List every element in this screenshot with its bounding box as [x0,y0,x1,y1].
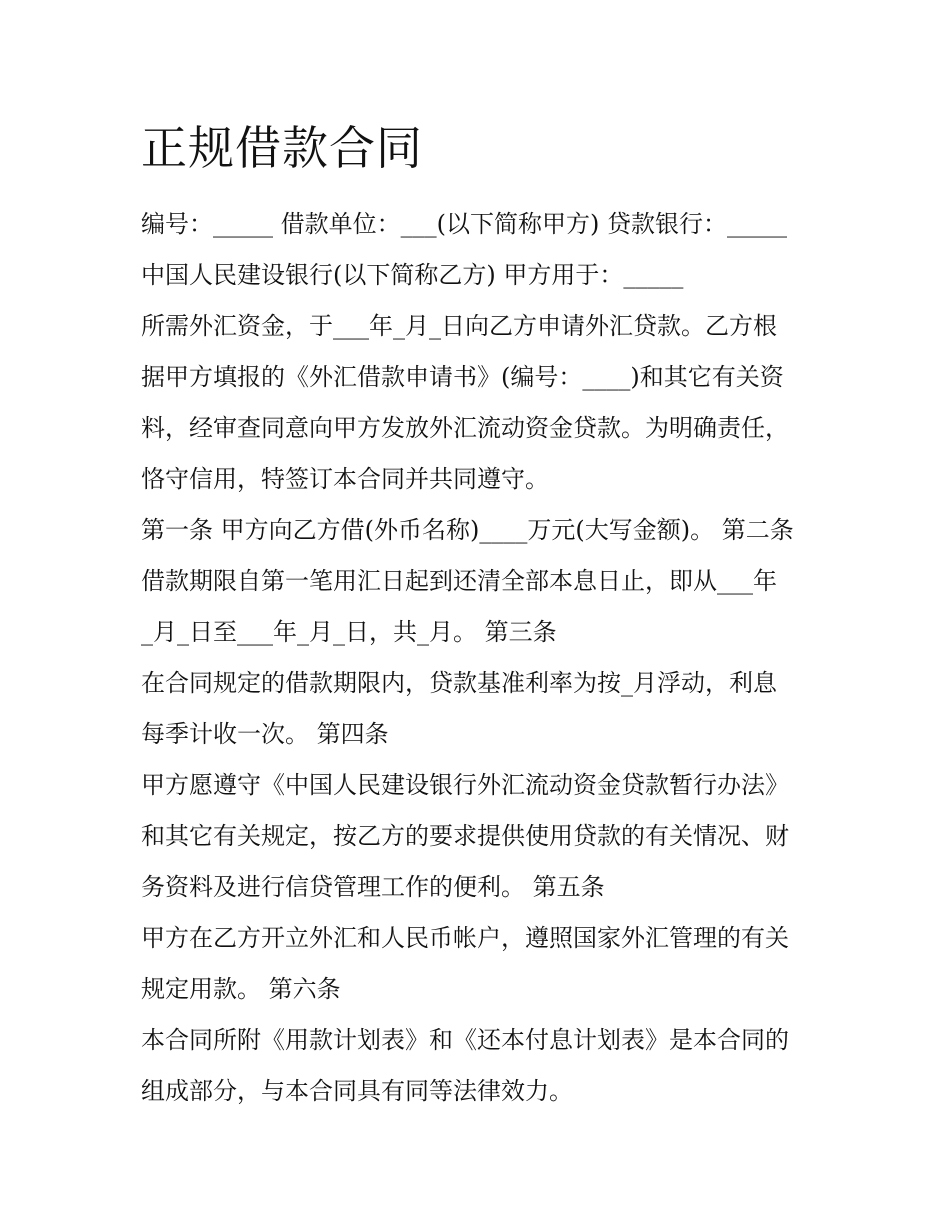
text-line: 所需外汇资金，于___年_月_日向乙方申请外汇贷款。乙方根 [141,312,777,340]
text-line: _月_日至___年_月_日，共_月。 第三条 [141,618,557,646]
text-line: 本合同所附《用款计划表》和《还本付息计划表》是本合同的 [141,1026,789,1054]
text-line: 甲方在乙方开立外汇和人民币帐户，遵照国家外汇管理的有关 [141,924,789,952]
text-line: 和其它有关规定，按乙方的要求提供使用贷款的有关情况、财 [141,822,789,850]
text-line: 组成部分，与本合同具有同等法律效力。 [141,1077,573,1105]
text-line: 甲方愿遵守《中国人民建设银行外汇流动资金贷款暂行办法》 [141,771,789,799]
text-line: 恪守信用，特签订本合同并共同遵守。 [141,465,549,493]
text-line: 料，经审查同意向甲方发放外汇流动资金贷款。为明确责任， [141,414,789,442]
document-title: 正规借款合同 [141,121,423,175]
text-line: 中国人民建设银行(以下简称乙方) 甲方用于：_____ [141,261,684,289]
text-line: 借款期限自第一笔用汇日起到还清全部本息日止，即从___年 [141,567,777,595]
text-line: 据甲方填报的《外汇借款申请书》(编号：____)和其它有关资 [141,363,784,391]
text-line: 务资料及进行信贷管理工作的便利。 第五条 [141,873,605,901]
text-line: 第一条 甲方向乙方借(外币名称)____万元(大写金额)。 第二条 [141,516,794,544]
text-line: 在合同规定的借款期限内，贷款基准利率为按_月浮动，利息 [141,669,777,697]
text-line: 每季计收一次。 第四条 [141,720,389,748]
text-line: 编号：_____ 借款单位：___(以下简称甲方) 贷款银行：_____ [141,210,787,238]
document-body [141,199,821,1117]
text-line: 规定用款。 第六条 [141,975,341,1003]
